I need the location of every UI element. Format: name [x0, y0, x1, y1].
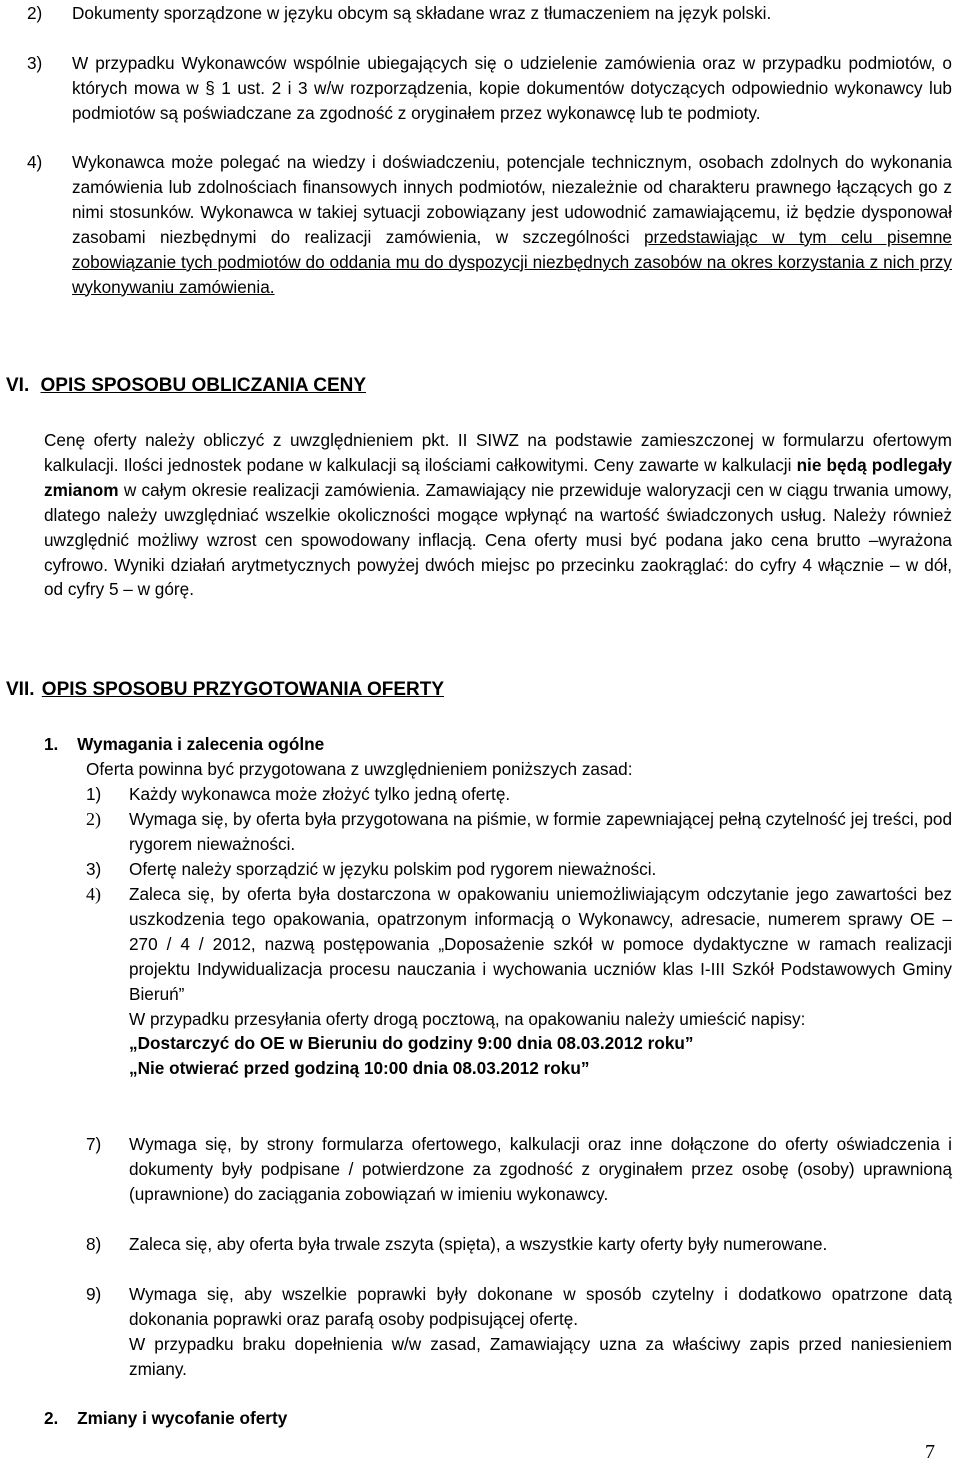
- list-text: Dokumenty sporządzone w języku obcym są składane wraz z tłumaczeniem na język polski.: [72, 3, 772, 23]
- list-item: [86, 1132, 952, 1207]
- list-text: [72, 150, 952, 299]
- list-number: 8): [86, 1234, 102, 1254]
- list-item: [86, 782, 952, 807]
- list-text: Ofertę należy sporządzić w języku polskim pod rygorem nieważności.: [129, 859, 657, 879]
- section-heading: [6, 374, 366, 398]
- list-number: 3): [27, 53, 43, 73]
- section-number: VII.: [6, 679, 35, 700]
- section-number: VI.: [6, 375, 30, 396]
- list-text: Wymaga się, by oferta była przygotowana na piśmie, w formie zapewniającej pełną czytelność jej treści, pod rygorem nieważności.: [129, 809, 952, 854]
- list-text: [129, 1282, 952, 1382]
- list-number: 2): [27, 3, 43, 23]
- list-number: 3): [86, 859, 102, 879]
- section-title: OPIS SPOSOBU PRZYGOTOWANIA OFERTY: [41, 679, 445, 700]
- subsection-heading: [44, 732, 324, 757]
- bold-notice: „Nie otwierać przed godziną 10:00 dnia 08.03.2012 roku”: [129, 1058, 590, 1079]
- list-text: Wymaga się, by strony formularza ofertowego, kalkulacji oraz inne dołączone do oferty oświadczenia i dokumenty były podpisane / potwierdzone za zgodność z oryginałem przez osobę (osoby) uprawnioną (uprawnione) do zaciągania zobowiązań w imieniu wykonawcy.: [129, 1134, 952, 1204]
- section-heading: [6, 678, 444, 702]
- intro-text: Oferta powinna być przygotowana z uwzględnieniem poniższych zasad:: [86, 759, 633, 779]
- section-title: OPIS SPOSOBU OBLICZANIA CENY: [40, 375, 367, 396]
- list-number: 7): [86, 1134, 102, 1154]
- paragraph-text: Cenę oferty należy obliczyć z uwzględnieniem pkt. II SIWZ na podstawie zamieszczonej w formularzu ofertowym kalkulacji. Ilości jednostek podane w kalkulacji są ilościami całkowitymi. Ceny zawarte w kalkulacji: [44, 430, 952, 475]
- subsection-heading: [44, 1406, 287, 1431]
- list-item: [27, 150, 952, 299]
- section-paragraph: [44, 428, 952, 602]
- subsection-number: 1.: [44, 734, 59, 754]
- page-number: 7: [925, 1441, 935, 1463]
- list-item: [86, 1232, 952, 1257]
- list-item: [86, 807, 952, 857]
- list-item: [27, 51, 952, 126]
- list-paragraph: Zaleca się, by oferta była dostarczona w opakowaniu uniemożliwiającym odczytanie jego zawartości bez uszkodzenia tego opakowania, opatrzonym informacją o Wykonawcy, adresacie, numerem sprawy OE – 270 / 4 / 2012, nazwą postępowania „Doposażenie szkół w pomoce dydaktyczne w ramach realizacji projektu Indywidualizacja procesu nauczania i wychowania uczniów klas I-III Szkół Podstawowych Gminy Bieruń”: [129, 884, 952, 1004]
- list-paragraph: W przypadku przesyłania oferty drogą pocztową, na opakowaniu należy umieścić napisy:: [129, 1008, 806, 1029]
- list-number: 4): [86, 884, 101, 904]
- plain-text: Wykonawca może polegać na wiedzy i doświadczeniu, potencjale technicznym, osobach zdolnych do wykonania zamówienia lub zdolnościach finansowych innych podmiotów, niezależnie od charakteru prawnego łączących go z nimi stosunków. Wykonawca w takiej sytuacji zobowiązany jest udowodnić zamawiającemu, iż będzie dysponował zasobami niezbędnymi do realizacji zamówienia, w szczególności: [72, 152, 952, 247]
- list-number: 2): [86, 809, 101, 829]
- list-number: 1): [86, 784, 102, 804]
- list-item: [86, 1282, 952, 1382]
- list-text: Każdy wykonawca może złożyć tylko jedną ofertę.: [129, 784, 511, 804]
- list-paragraph: Wymaga się, aby wszelkie poprawki były dokonane w sposób czytelny i dodatkowo opatrzone datą dokonania poprawki oraz parafą osoby podpisującej ofertę.: [129, 1284, 952, 1329]
- list-number: 9): [86, 1284, 102, 1304]
- list-paragraph: W przypadku braku dopełnienia w/w zasad, Zamawiający uzna za właściwy zapis przed naniesieniem zmiany.: [129, 1333, 952, 1379]
- list-item: [86, 882, 952, 1081]
- list-text: [129, 882, 952, 1081]
- bold-notice: „Dostarczyć do OE w Bieruniu do godziny 9:00 dnia 08.03.2012 roku”: [129, 1033, 694, 1054]
- list-text: W przypadku Wykonawców wspólnie ubiegających się o udzielenie zamówienia oraz w przypadku podmiotów, o których mowa w § 1 ust. 2 i 3 w/w rozporządzenia, kopie dokumentów dotyczących odpowiednio wykonawcy lub podmiotów są poświadczane za zgodność z oryginałem przez wykonawcę lub te podmioty.: [72, 53, 952, 123]
- bold-text: nie będą podlegały zmianom: [44, 454, 952, 500]
- subsection-number: 2.: [44, 1408, 59, 1428]
- subsection-title: Zmiany i wycofanie oferty: [77, 1408, 288, 1428]
- list-item: [27, 1, 952, 26]
- list-number: 4): [27, 152, 43, 172]
- list-text: Zaleca się, aby oferta była trwale zszyta (spięta), a wszystkie karty oferty były numerowane.: [129, 1234, 828, 1254]
- underlined-text: przedstawiając w tym celu pisemne zobowiązanie tych podmiotów do oddania mu do dyspozycji niezbędnych zasobów na okres korzystania z nich przy wykonywaniu zamówienia.: [72, 226, 952, 297]
- paragraph-text: w całym okresie realizacji zamówienia. Zamawiający nie przewiduje waloryzacji cen w ciągu trwania umowy, dlatego należy uwzględniać wszelkie okoliczności mogące wpłynąć na wartość świadczonych usług. Należy również uwzględnić możliwy wzrost cen spowodowany inflacją. Cena oferty musi być podana jako cena brutto –wyrażona cyfrowo. Wyniki działań arytmetycznych powyżej dwóch miejsc po przecinku zaokrąglać: do cyfry 4 włącznie – w dół, od cyfry 5 – w górę.: [44, 479, 952, 600]
- subsection-title: Wymagania i zalecenia ogólne: [77, 734, 325, 754]
- list-item: [86, 857, 952, 882]
